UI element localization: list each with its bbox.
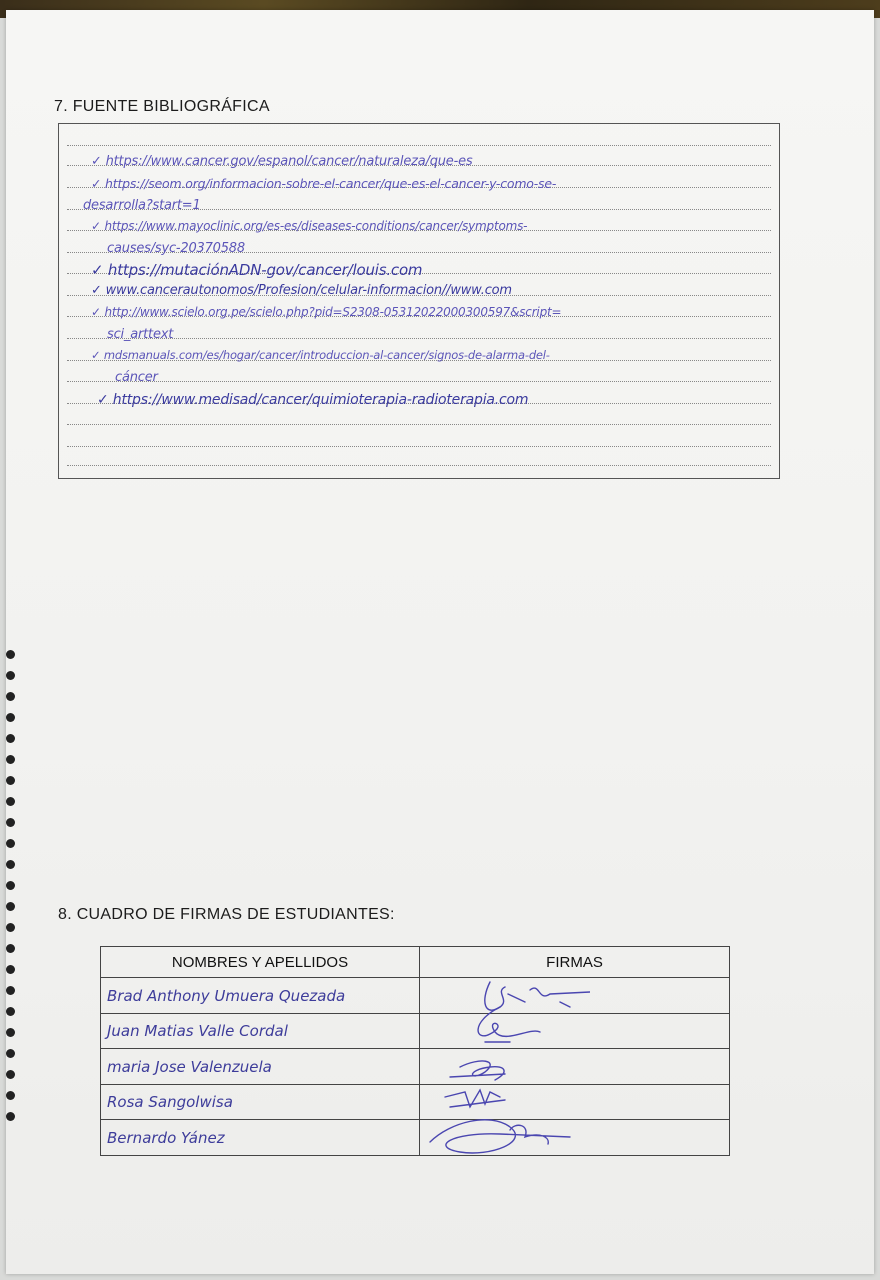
spiral-binding bbox=[6, 650, 20, 1170]
student-name: Juan Matias Valle Cordal bbox=[101, 1013, 420, 1049]
bibliography-entry: ✓ https://mutaciónADN-gov/cancer/louis.com bbox=[91, 261, 423, 279]
bibliography-entry: ✓ mdsmanuals.com/es/hogar/cancer/introduccion-al-cancer/signos-de-alarma-del- bbox=[91, 348, 550, 362]
student-name: maria Jose Valenzuela bbox=[101, 1049, 420, 1085]
handwritten-signatures bbox=[390, 972, 590, 1172]
bibliography-box bbox=[58, 123, 780, 479]
bibliography-entry: ✓ https://www.cancer.gov/espanol/cancer/naturaleza/que-es bbox=[91, 154, 473, 169]
bibliography-entry: ✓ http://www.scielo.org.pe/scielo.php?pid=S2308-05312022000300597&script= bbox=[91, 305, 562, 319]
bibliography-entry: desarrolla?start=1 bbox=[83, 198, 201, 213]
bibliography-entry: ✓ www.cancerautonomos/Profesion/celular-informacion//www.com bbox=[91, 283, 512, 298]
bibliography-entry: cáncer bbox=[115, 370, 158, 385]
student-name: Rosa Sangolwisa bbox=[101, 1084, 420, 1120]
bibliography-entry: causes/syc-20370588 bbox=[107, 241, 245, 256]
student-name: Bernardo Yánez bbox=[101, 1120, 420, 1156]
student-name: Brad Anthony Umuera Quezada bbox=[101, 978, 420, 1014]
bibliography-entry: ✓ https://seom.org/informacion-sobre-el-cancer/que-es-el-cancer-y-como-se- bbox=[91, 176, 557, 191]
bibliography-entry: ✓ https://www.medisad/cancer/quimioterapia-radioterapia.com bbox=[97, 392, 529, 408]
bibliography-entry: ✓ https://www.mayoclinic.org/es-es/diseases-conditions/cancer/symptoms- bbox=[91, 219, 528, 233]
section-8-title: 8. CUADRO DE FIRMAS DE ESTUDIANTES: bbox=[58, 906, 395, 923]
column-header-names: NOMBRES Y APELLIDOS bbox=[101, 947, 420, 978]
section-7-title: 7. FUENTE BIBLIOGRÁFICA bbox=[54, 98, 270, 115]
column-header-signatures: FIRMAS bbox=[420, 947, 730, 978]
bibliography-entry: sci_arttext bbox=[107, 327, 174, 342]
